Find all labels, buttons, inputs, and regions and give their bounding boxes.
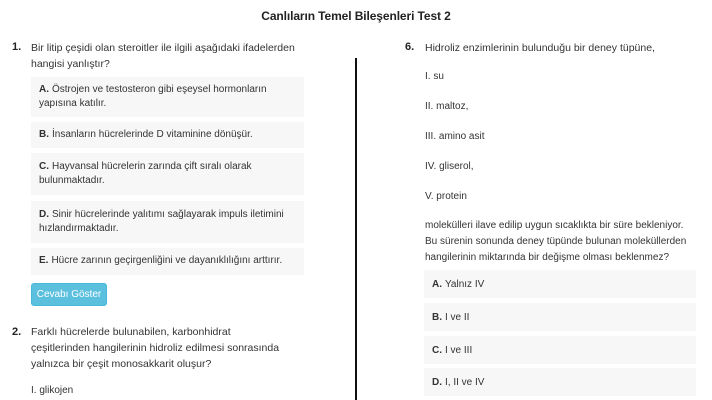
- q1-option-e[interactable]: [31, 248, 304, 275]
- option-text: I ve II: [445, 311, 470, 323]
- option-letter: A.: [39, 83, 49, 95]
- q6-item-1: I. su: [425, 71, 444, 82]
- q6-item-2: II. maltoz,: [425, 101, 469, 112]
- q6-option-c[interactable]: [424, 336, 696, 364]
- column-divider: [355, 58, 357, 400]
- q6-item-4: IV. gliserol,: [425, 161, 474, 172]
- q1-option-b[interactable]: [31, 122, 304, 148]
- option-text: Hücre zarının geçirgenliğini ve dayanıklılığını arttırır.: [51, 255, 283, 267]
- q1-option-d[interactable]: [31, 201, 304, 243]
- q1-option-a[interactable]: [31, 77, 304, 117]
- q6-item-5: V. protein: [425, 191, 467, 202]
- q6-item-3: III. amino asit: [425, 131, 485, 142]
- question-2-number: 2.: [12, 326, 22, 338]
- option-letter: C.: [432, 344, 442, 356]
- option-letter: A.: [432, 278, 442, 290]
- question-1-text: Bir litip çeşidi olan steroitler ile ilgili aşağıdaki ifadelerden hangisi yanlıştır?: [31, 42, 295, 70]
- option-text: Hayvansal hücrelerin zarında çift sıralı olarak bulunmaktadır.: [39, 160, 252, 186]
- option-text: I, II ve IV: [445, 376, 485, 388]
- option-text: I ve III: [445, 344, 473, 356]
- q6-option-b[interactable]: [424, 303, 696, 331]
- q2-item-1: I. glikojen: [31, 385, 74, 396]
- question-1-number: 1.: [12, 41, 22, 53]
- q6-option-a[interactable]: [424, 270, 696, 298]
- option-text: İnsanların hücrelerinde D vitaminine dönüşür.: [52, 128, 253, 140]
- q6-option-d[interactable]: [424, 368, 696, 396]
- option-letter: C.: [39, 160, 49, 172]
- option-letter: D.: [39, 208, 49, 220]
- option-text: Sinir hücrelerinde yalıtımı sağlayarak impuls iletimini hızlandırmaktadır.: [39, 208, 284, 234]
- show-answer-button[interactable]: Cevabı Göster: [31, 283, 107, 306]
- question-6-text-2: molekülleri ilave edilip uygun sıcaklıkta bir süre bekleniyor. Bu sürenin sonunda deney tüpünde bulunan moleküllerden hangilerinin miktarında bir değişme olması beklenmez?: [425, 220, 687, 263]
- question-6-text: Hidroliz enzimlerinin bulunduğu bir deney tüpüne,: [425, 42, 655, 54]
- question-6-number: 6.: [405, 41, 415, 53]
- question-2-text: Farklı hücrelerde bulunabilen, karbonhidrat çeşitlerinden hangilerinin hidroliz edilmesi sonrasında yalnızca bir çeşit monosakkarit oluşur?: [31, 326, 280, 370]
- option-letter: B.: [39, 128, 49, 140]
- option-letter: E.: [39, 255, 49, 267]
- option-letter: B.: [432, 311, 442, 323]
- page-title: Canlıların Temel Bileşenleri Test 2: [261, 9, 451, 23]
- option-text: Yalnız IV: [445, 278, 485, 290]
- option-text: Östrojen ve testosteron gibi eşeysel hormonların yapısına katılır.: [39, 83, 267, 109]
- option-letter: D.: [432, 376, 442, 388]
- q1-option-c[interactable]: [31, 153, 304, 195]
